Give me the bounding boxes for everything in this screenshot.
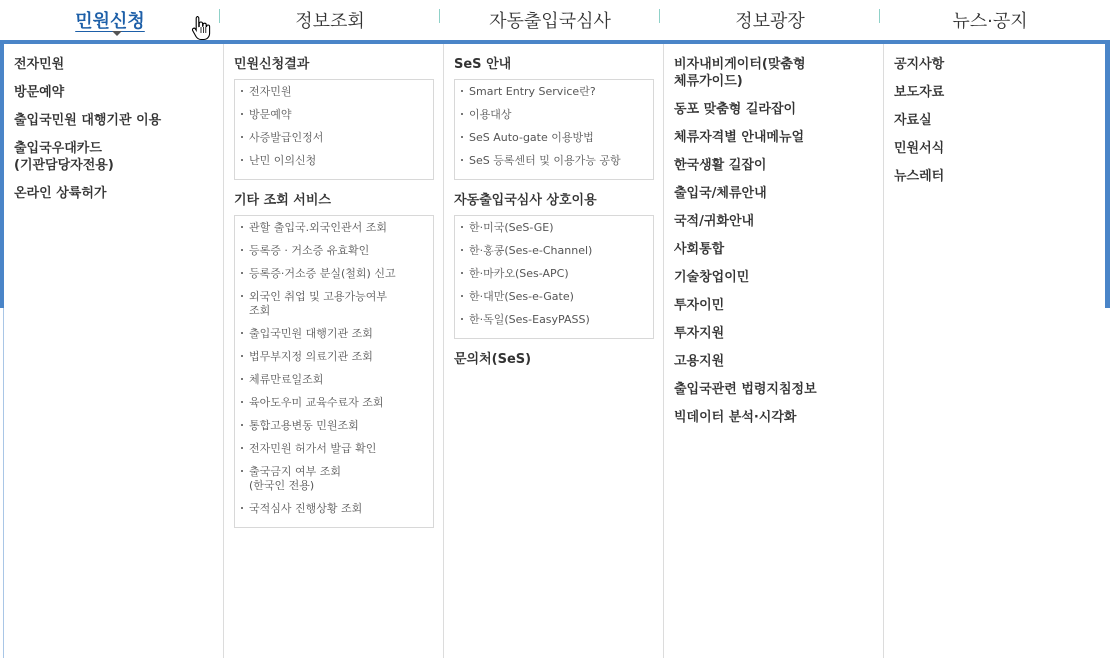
submenu-box-other-lookup	[234, 215, 434, 528]
menu-item-e-civil[interactable]: 전자민원	[14, 57, 65, 72]
tab-separator	[879, 9, 880, 23]
menu-item[interactable]: 기술창업이민	[674, 270, 750, 285]
menu-item[interactable]: 국적/귀화안내	[674, 214, 755, 229]
menu-item[interactable]: 빅데이터 분석·시각화	[674, 410, 797, 425]
menu-item[interactable]: 한국생활 길잡이	[674, 158, 767, 173]
submenu-item[interactable]: Smart Entry Service란?	[461, 85, 653, 99]
submenu-item[interactable]: 한·미국(SeS-GE)	[461, 221, 653, 235]
tab-label: 민원신청	[75, 11, 145, 32]
menu-column-info-lookup	[224, 44, 444, 658]
submenu-item[interactable]: 이용대상	[461, 108, 653, 122]
menu-item-archive[interactable]: 자료실	[894, 113, 932, 128]
section-title-mutual-use[interactable]: 자동출입국심사 상호이용	[454, 193, 597, 208]
submenu-item[interactable]: 전자민원 허가서 발급 확인	[241, 442, 433, 456]
submenu-item[interactable]: 방문예약	[241, 108, 433, 122]
submenu-item[interactable]: 전자민원	[241, 85, 433, 99]
submenu-item[interactable]: 난민 이의신청	[241, 154, 433, 168]
submenu-item[interactable]: 국적심사 진행상황 조회	[241, 502, 433, 516]
submenu-item[interactable]: 등록증·거소증 분실(철회) 신고	[241, 267, 433, 281]
menu-column-minwon	[4, 44, 224, 658]
submenu-item[interactable]: 관할 출입국.외국인관서 조회	[241, 221, 433, 235]
hand-pointer-icon	[191, 15, 211, 41]
tab-minwon[interactable]	[0, 0, 220, 40]
submenu-item[interactable]: 한·독일(Ses-EasyPASS)	[461, 313, 653, 327]
tab-separator	[439, 9, 440, 23]
menu-item-label-line2: 체류가이드)	[674, 74, 743, 89]
submenu-box-mutual-use	[454, 215, 654, 339]
submenu-item[interactable]: 등록증 · 거소증 유효확인	[241, 244, 433, 258]
section-title-ses-guide[interactable]: SeS 안내	[454, 57, 512, 72]
submenu-item[interactable]: 법무부지정 의료기관 조회	[241, 350, 433, 364]
menu-item[interactable]: 출입국관련 법령지침정보	[674, 382, 817, 397]
tab-news-notice[interactable]	[880, 0, 1100, 40]
tab-label: 자동출입국심사	[489, 11, 611, 32]
submenu-item-label-line2: (한국인 전용)	[249, 479, 315, 492]
submenu-item[interactable]: SeS Auto-gate 이용방법	[461, 131, 653, 145]
section-title-ses-contact[interactable]: 문의처(SeS)	[454, 352, 532, 367]
menu-item-visa-navigator[interactable]	[674, 56, 883, 90]
submenu-item[interactable]: 육아도우미 교육수료자 조회	[241, 396, 433, 410]
tab-auto-immigration[interactable]	[440, 0, 660, 40]
dropdown-border-right	[1105, 40, 1110, 308]
menu-item[interactable]: 출입국/체류안내	[674, 186, 767, 201]
tab-separator	[659, 9, 660, 23]
section-title-results[interactable]: 민원신청결과	[234, 57, 310, 72]
mega-menu	[4, 44, 1105, 658]
menu-item-forms[interactable]: 민원서식	[894, 141, 945, 156]
submenu-item[interactable]	[241, 290, 433, 318]
submenu-item[interactable]	[241, 465, 433, 493]
menu-item[interactable]: 체류자격별 안내메뉴얼	[674, 130, 805, 145]
tab-separator	[219, 9, 220, 23]
menu-item-label: 비자내비게이터(맞춤형	[674, 57, 806, 72]
menu-item-online-landing[interactable]: 온라인 상륙허가	[14, 186, 107, 201]
menu-item[interactable]: 사회통합	[674, 242, 725, 257]
submenu-item-label: 출국금지 여부 조회	[249, 465, 342, 478]
submenu-item-label: 외국인 취업 및 고용가능여부	[249, 290, 388, 303]
menu-item[interactable]: 고용지원	[674, 354, 725, 369]
menu-item-newsletter[interactable]: 뉴스레터	[894, 169, 945, 184]
menu-item-agency-use[interactable]: 출입국민원 대행기관 이용	[14, 113, 162, 128]
tab-label: 정보조회	[295, 11, 365, 32]
submenu-item[interactable]: 통합고용변동 민원조회	[241, 419, 433, 433]
menu-item-notices[interactable]: 공지사항	[894, 57, 945, 72]
menu-item-press[interactable]: 보도자료	[894, 85, 945, 100]
menu-item[interactable]: 동포 맞춤형 길라잡이	[674, 102, 797, 117]
menu-item-label: 출입국우대카드	[14, 141, 102, 156]
menu-item-label-line2: (기관담당자전용)	[14, 158, 114, 173]
submenu-box-results	[234, 79, 434, 180]
tab-label: 뉴스·공지	[952, 11, 1028, 32]
section-title-other-lookup[interactable]: 기타 조회 서비스	[234, 193, 331, 208]
submenu-item[interactable]: 한·마카오(Ses-APC)	[461, 267, 653, 281]
menu-column-news-notice	[884, 44, 1105, 658]
menu-item-visit-reservation[interactable]: 방문예약	[14, 85, 65, 100]
submenu-item[interactable]: 출입국민원 대행기관 조회	[241, 327, 433, 341]
submenu-item[interactable]: 한·홍콩(Ses-e-Channel)	[461, 244, 653, 258]
menu-item[interactable]: 투자이민	[674, 298, 725, 313]
submenu-item[interactable]: SeS 등록센터 및 이용가능 공항	[461, 154, 653, 168]
menu-item[interactable]: 투자지원	[674, 326, 725, 341]
menu-column-auto-immigration	[444, 44, 664, 658]
tab-info-plaza[interactable]	[660, 0, 880, 40]
top-nav	[0, 0, 1110, 40]
submenu-item[interactable]: 한·대만(Ses-e-Gate)	[461, 290, 653, 304]
submenu-item[interactable]: 사증발급인정서	[241, 131, 433, 145]
submenu-item-label-line2: 조회	[249, 304, 271, 317]
menu-item-priority-card[interactable]	[14, 140, 223, 174]
tab-label: 정보광장	[735, 11, 805, 32]
caret-down-icon	[112, 31, 122, 36]
submenu-item[interactable]: 체류만료일조회	[241, 373, 433, 387]
submenu-box-ses-guide	[454, 79, 654, 180]
tab-info-lookup[interactable]	[220, 0, 440, 40]
menu-column-info-plaza	[664, 44, 884, 658]
